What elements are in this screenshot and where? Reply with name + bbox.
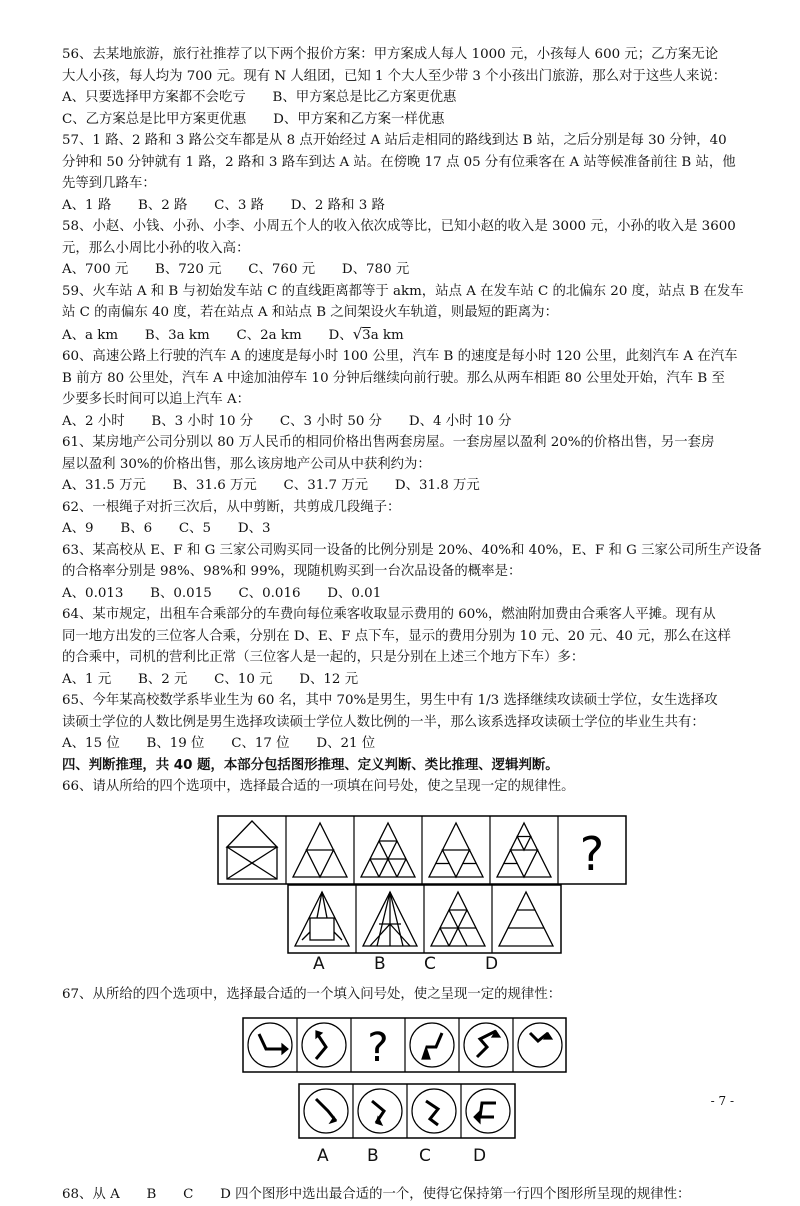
q68-stem: 68、从 A B C D 四个图形中选出最合适的一个，使得它保持第一行四个图形所呈现的规律性： — [62, 1187, 691, 1202]
text-line: A、700 元 B、720 元 C、760 元 D、780 元 — [62, 262, 410, 277]
text-line: 同一地方出发的三位客人合乘，分别在 D、E、F 点下车，显示的费用分别为 10 元、20 元、40 元，那么在这样 — [62, 628, 731, 644]
text-line: 少要多长时间可以追上汽车 A： — [62, 392, 251, 407]
q66-label-a: A — [313, 953, 325, 974]
q67-label-a: A — [317, 1146, 329, 1166]
page-number: - 7 - — [710, 1094, 734, 1108]
text-line: 先等到几路车： — [62, 176, 156, 191]
text-line: A、0.013 B、0.015 C、0.016 D、0.01 — [62, 585, 382, 601]
q66-options-figure — [287, 884, 562, 954]
text-line: 61、某房地产公司分别以 80 万人民币的相同价格出售两套房屋。一套房屋以盈利 20%的价格出售，另一套房 — [62, 435, 715, 450]
option-c-shape — [431, 892, 485, 946]
sqrt-symbol: √ — [352, 324, 363, 343]
text-line: 64、某市规定，出租车合乘部分的车费向每位乘客收取显示费用的 60%，燃油附加费由合乘客人平摊。现有从 — [62, 607, 716, 622]
q67-label-c: C — [419, 1146, 431, 1166]
text-line: 站 C 的南偏东 40 度，若在站点 A 和站点 B 之间架设火车轨道，则最短的距离为： — [62, 305, 558, 320]
text-line: 大人小孩，每人均为 700 元。现有 N 人组团，已知 1 个大人至少带 3 个小孩出门旅游，那么对于这些人来说： — [62, 68, 727, 84]
envelope-house-shape — [227, 821, 277, 879]
q66-label-c: C — [424, 953, 436, 974]
text-line: A、31.5 万元 B、31.6 万元 C、31.7 万元 D、31.8 万元 — [62, 478, 480, 493]
q67-stem: 67、从所给的四个选项中，选择最合适的一个填入问号处，使之呈现一定的规律性： — [62, 986, 562, 1002]
q66-label-b: B — [374, 953, 386, 974]
q59-options-abc: A、a km B、3a km C、2a km D、 — [62, 327, 353, 343]
option-b-shape — [363, 892, 417, 946]
q66-sequence-figure — [217, 815, 627, 885]
q67-label-b: B — [367, 1146, 379, 1166]
text-line: 60、高速公路上行驶的汽车 A 的速度是每小时 100 公里，汽车 B 的速度是每小时 120 公里，此刻汽车 A 在汽车 — [62, 349, 738, 364]
q67-label-d: D — [473, 1146, 487, 1166]
option-a-shape — [295, 892, 349, 946]
q66-stem: 66、请从所给的四个选项中，选择最合适的一项填在问号处，使之呈现一定的规律性。 — [62, 779, 575, 794]
q67-options-figure — [298, 1083, 516, 1139]
page-content — [62, 44, 762, 1206]
text-line: 读硕士学位的人数比例是男生选择攻读硕士学位人数比例的一半，那么该系选择攻读硕士学位的毕业生共有： — [62, 714, 705, 730]
q67-question-mark: ? — [367, 1025, 389, 1071]
text-line: 57、1 路、2 路和 3 路公交车都是从 8 点开始经过 A 站后走相同的路线到达 B 站，之后分别是每 30 分钟，40 — [62, 133, 727, 148]
text-line: C、乙方案总是比甲方案更优惠 D、甲方案和乙方案一样优惠 — [62, 111, 445, 127]
q59-option-d-suffix: a km — [370, 327, 404, 343]
q66-label-d: D — [485, 953, 499, 974]
text-line: A、1 路 B、2 路 C、3 路 D、2 路和 3 路 — [62, 197, 385, 213]
q66-question-mark: ? — [579, 826, 605, 881]
text-line: B 前方 80 公里处，汽车 A 中途加油停车 10 分钟后继续向前行驶。那么从两车相距 80 公里处开始，汽车 B 至 — [62, 370, 725, 386]
text-line: 62、一根绳子对折三次后，从中剪断，共剪成几段绳子： — [62, 499, 401, 515]
text-line: 59、火车站 A 和 B 与初始发车站 C 的直线距离都等于 akm，站点 A 在发车站 C 的北偏东 20 度，站点 B 在发车 — [62, 283, 744, 299]
text-line: 分钟和 50 分钟就有 1 路，2 路和 3 路车到达 A 站。在傍晚 17 点 05 分有位乘客在 A 站等候准备前往 B 站，他 — [62, 154, 736, 170]
option-d-shape — [499, 892, 553, 946]
text-line: 63、某高校从 E、F 和 G 三家公司购买同一设备的比例分别是 20%、40%和 40%，E、F 和 G 三家公司所生产设备 — [62, 542, 762, 558]
questions-56-59 — [62, 44, 752, 324]
q59-radical: 3 — [362, 327, 371, 343]
text-line: 56、去某地旅游，旅行社推荐了以下两个报价方案：甲方案成人每人 1000 元，小孩每人 600 元；乙方案无论 — [62, 47, 719, 62]
text-line: 屋以盈利 30%的价格出售，那么该房地产公司从中获利约为： — [62, 456, 431, 472]
q66-figure-area — [62, 798, 752, 958]
q67-option-labels — [62, 1146, 752, 1184]
q67-sequence-figure — [242, 1017, 567, 1073]
text-line: A、15 位 B、19 位 C、17 位 D、21 位 — [62, 736, 376, 751]
text-line: 的合格率分别是 98%、98%和 99%，现随机购买到一台次品设备的概率是： — [62, 564, 522, 579]
text-line: 的合乘中，司机的营利比正常（三位客人是一起的，只是分别在上述三个地方下车）多： — [62, 650, 585, 665]
text-line: A、只要选择甲方案都不会吃亏 B、甲方案总是比乙方案更优惠 — [62, 90, 457, 105]
questions-60-65 — [62, 346, 762, 755]
q67-figure-area — [62, 1005, 752, 1160]
text-line: 元，那么小周比小孙的收入高： — [62, 240, 250, 256]
section-heading: 四、判断推理，共 40 题，本部分包括图形推理、定义判断、类比推理、逻辑判断。 — [62, 757, 559, 773]
text-line: A、2 小时 B、3 小时 10 分 C、3 小时 50 分 D、4 小时 10 分 — [62, 413, 512, 429]
q66-option-labels — [62, 953, 752, 984]
text-line: 65、今年某高校数学系毕业生为 60 名，其中 70%是男生，男生中有 1/3 选择继续攻读硕士学位，女生选择攻 — [62, 693, 718, 708]
text-line: A、9 B、6 C、5 D、3 — [62, 521, 271, 536]
text-line: 58、小赵、小钱、小孙、小李、小周五个人的收入依次成等比，已知小赵的收入是 3000 元，小孙的收入是 3600 — [62, 219, 736, 234]
q59-options — [62, 324, 752, 347]
text-line: A、1 元 B、2 元 C、10 元 D、12 元 — [62, 671, 359, 687]
